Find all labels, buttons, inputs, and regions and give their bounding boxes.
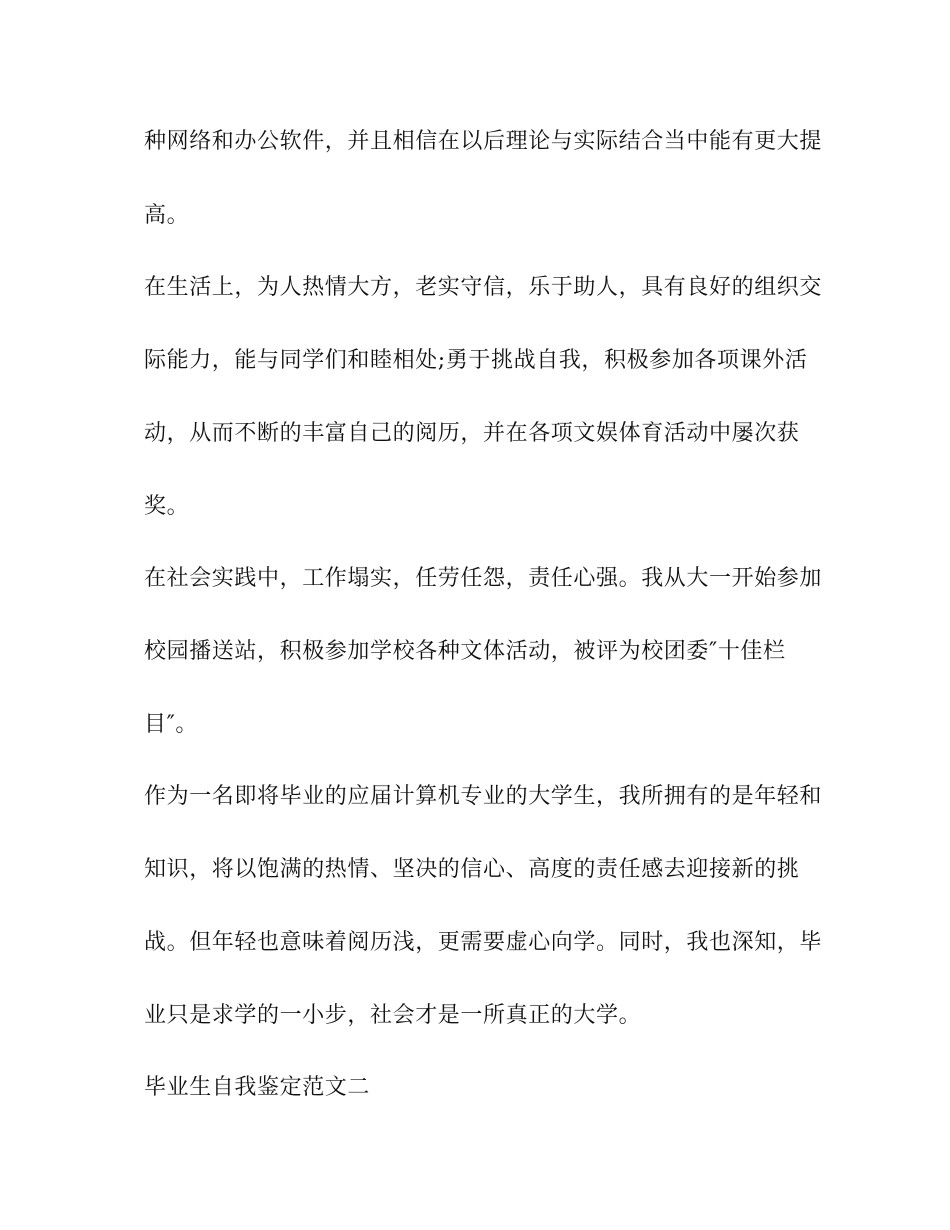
text-line: 作为一名即将毕业的应届计算机专业的大学生，我所拥有的是年轻和 <box>144 784 823 809</box>
text-line: 高。 <box>144 203 190 228</box>
text-line: 种网络和办公软件，并且相信在以后理论与实际结合当中能有更大提 <box>144 129 823 154</box>
text-line: 动，从而不断的丰富自己的阅历，并在各项文娱体育活动中屡次获 <box>144 421 800 446</box>
text-line: 业只是求学的一小步，社会才是一所真正的大学。 <box>144 1003 642 1028</box>
text-line: 际能力，能与同学们和睦相处;勇于挑战自我，积极参加各项课外活 <box>144 348 808 373</box>
text-line: 在社会实践中，工作塌实，任劳任怨，责任心强。我从大一开始参加 <box>144 566 823 591</box>
text-line: 奖。 <box>144 494 190 519</box>
text-line: 战。但年轻也意味着阅历浅，更需要虚心向学。同时，我也深知，毕 <box>144 930 823 955</box>
text-line: 知识，将以饱满的热情、坚决的信心、高度的责任感去迎接新的挑 <box>144 857 800 882</box>
text-line: 校园播送站，积极参加学校各种文体活动，被评为校团委″十佳栏 <box>144 639 786 664</box>
text-line: 目″。 <box>144 712 199 737</box>
text-line: 在生活上，为人热情大方，老实守信，乐于助人，具有良好的组织交 <box>144 275 823 300</box>
section-heading: 毕业生自我鉴定范文二 <box>144 1075 371 1100</box>
